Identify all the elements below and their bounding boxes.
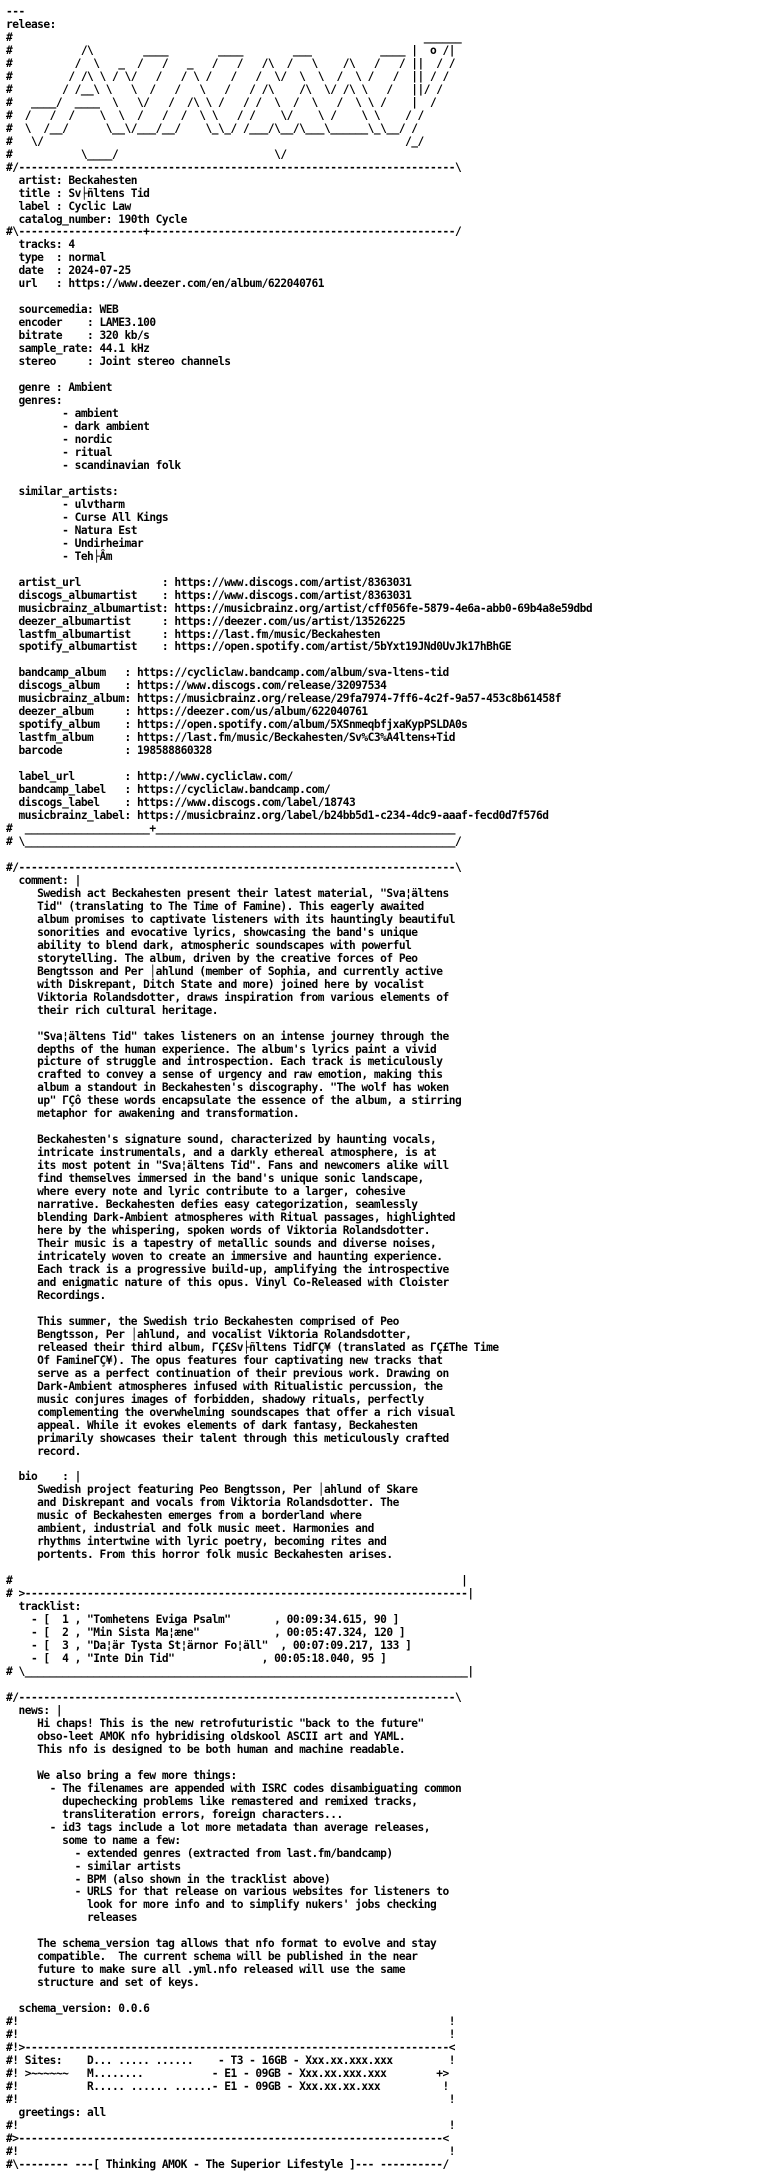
nfo-line: dupechecking problems like remastered and remixed tracks,	[6, 1794, 418, 1808]
nfo-line: - id3 tags include a lot more metadata than average releases,	[6, 1820, 431, 1834]
nfo-line: #! !	[6, 2015, 455, 2029]
nfo-line: - [ 2 , "Min Sista Ma¦æne" , 00:05:47.324, 120 ]	[6, 1626, 406, 1640]
nfo-line: released their third album, ΓÇ£Sv├ñltens TidΓÇ¥ (translated as ΓÇ£The Time	[6, 1340, 499, 1354]
nfo-line: - BPM (also shown in the tracklist above)	[6, 1872, 331, 1886]
nfo-line: # / /__\ \ \ / / \ / / /\ /\ \/ /\ \ / ||/ /	[6, 82, 443, 96]
nfo-line: #/----------------------------------------------------------------------\	[6, 860, 462, 874]
nfo-line: obso-leet AMOK nfo hybridising oldskool ASCII art and YAML.	[6, 1729, 406, 1743]
nfo-line: up" ΓÇô these words encapsulate the essence of the album, a stirring	[6, 1094, 462, 1108]
nfo-line: tracklist:	[6, 1600, 81, 1614]
nfo-line: complementing the overwhelming soundscapes that offer a rich visual	[6, 1405, 455, 1419]
nfo-line: - ritual	[6, 445, 113, 459]
nfo-line: artist: Beckahesten	[6, 173, 137, 187]
nfo-line: portents. From this horror folk music Beckahesten arises.	[6, 1548, 393, 1562]
nfo-line: its most potent in "Sva¦ältens Tid". Fans and newcomers alike will	[6, 1159, 449, 1173]
nfo-line: #! !	[6, 2144, 455, 2158]
nfo-line: ---	[6, 5, 25, 18]
nfo-line: bitrate : 320 kb/s	[6, 329, 150, 343]
nfo-line	[6, 564, 768, 577]
nfo-line: genres:	[6, 394, 63, 408]
nfo-line: music conjures images of forbidden, shadowy rituals, perfectly	[6, 1392, 424, 1406]
nfo-line: record.	[6, 1444, 81, 1458]
nfo-line: # \/ /_/	[6, 134, 424, 148]
nfo-line: rhythms intertwine with lyric poetry, becoming rites and	[6, 1535, 387, 1549]
nfo-line: This nfo is designed to be both human and machine readable.	[6, 1742, 406, 1756]
nfo-line: here by the whispering, spoken words of Viktoria Rolandsdotter.	[6, 1224, 431, 1238]
nfo-line: storytelling. The album, driven by the creative forces of Peo	[6, 951, 418, 965]
nfo-line: their rich cultural heritage.	[6, 1003, 219, 1017]
nfo-line: barcode : 198588860328	[6, 744, 212, 758]
nfo-line: - Natura Est	[6, 523, 137, 537]
nfo-line: This summer, the Swedish trio Beckahesten comprised of Peo	[6, 1314, 399, 1328]
nfo-line: tracks: 4	[6, 238, 75, 252]
nfo-line: title : Sv├ñltens Tid	[6, 186, 150, 200]
nfo-line: bio : |	[6, 1470, 81, 1484]
nfo-line: - Undirheimar	[6, 536, 144, 550]
nfo-line: sourcemedia: WEB	[6, 303, 119, 317]
nfo-line: - The filenames are appended with ISRC codes disambiguating common	[6, 1781, 462, 1795]
nfo-line: where every note and lyric contribute to a larger, cohesive	[6, 1185, 406, 1199]
nfo-line: picture of struggle and introspection. Each track is meticulously	[6, 1055, 443, 1069]
nfo-line: discogs_albumartist : https://www.discogs.com/artist/8363031	[6, 588, 412, 602]
nfo-line: #! !	[6, 2118, 455, 2132]
nfo-line: with Diskrepant, Ditch State and more) joined here by vocalist	[6, 977, 424, 991]
nfo-line: - Curse All Kings	[6, 510, 169, 524]
nfo-line	[6, 473, 768, 486]
nfo-line: look for more info and to simplify nukers' jobs checking	[6, 1898, 437, 1912]
nfo-line: news: |	[6, 1703, 63, 1717]
nfo-line: ability to blend dark, atmospheric soundscapes with powerful	[6, 938, 412, 952]
nfo-line: music of Beckahesten emerges from a borderland where	[6, 1509, 362, 1523]
nfo-line: deezer_albumartist : https://deezer.com/us/artist/13526225	[6, 614, 406, 628]
nfo-line: # \ /__/ \__\/___/__/ \_\_/ /___/\__/\___\______\_\__/ /	[6, 121, 418, 135]
nfo-line: primarily showcases their talent through this meticulously crafted	[6, 1431, 449, 1445]
nfo-line: - scandinavian folk	[6, 458, 181, 472]
nfo-line: - nordic	[6, 432, 113, 446]
nfo-line: - ulvtharm	[6, 497, 125, 511]
nfo-line: - similar artists	[6, 1859, 181, 1873]
nfo-line: encoder : LAME3.100	[6, 316, 156, 330]
nfo-line: lastfm_album : https://last.fm/music/Beckahesten/Sv%C3%A4ltens+Tid	[6, 731, 455, 745]
nfo-line: # \_____________________________________________________________________/	[6, 835, 462, 848]
nfo-line: sample_rate: 44.1 kHz	[6, 342, 150, 356]
nfo-line: # ____/ ____ \ \/ / /\ \ / / / \ / \ / \ \ / | /	[6, 95, 437, 109]
nfo-line: #! Sites: D... ..... ...... - T3 - 16GB - Xxx.xx.xxx.xxx !	[6, 2054, 455, 2068]
nfo-line: The schema_version tag allows that nfo format to evolve and stay	[6, 1937, 437, 1951]
nfo-line: lastfm_albumartist : https://last.fm/music/Beckahesten	[6, 627, 381, 641]
nfo-line: discogs_album : https://www.discogs.com/release/32097534	[6, 679, 387, 693]
nfo-line: Swedish act Beckahesten present their latest material, "Sva¦ältens	[6, 886, 449, 900]
nfo-line: musicbrainz_label: https://musicbrainz.org/label/b24bb5d1-c234-4dc9-aaaf-fecd0d7f576d	[6, 809, 549, 823]
nfo-line: #! >~~~~~~ M........ - E1 - 09GB - Xxx.xx.xxx.xxx +>	[6, 2067, 449, 2081]
nfo-line: # \____/ \/	[6, 147, 287, 161]
nfo-line: and enigmatic nature of this opus. Vinyl Co-Released with Cloister	[6, 1275, 449, 1289]
nfo-line: blending Dark-Ambient atmospheres with Ritual passages, highlighted	[6, 1211, 455, 1225]
nfo-line: some to name a few:	[6, 1833, 181, 1847]
nfo-line: ambient, industrial and folk music meet. Harmonies and	[6, 1522, 374, 1536]
nfo-line: - Teh├Âm	[6, 549, 113, 563]
nfo-line: genre : Ambient	[6, 381, 113, 395]
nfo-line: Each track is a progressive build-up, amplifying the introspective	[6, 1262, 449, 1276]
nfo-line: - dark ambient	[6, 420, 150, 433]
nfo-line	[6, 369, 768, 382]
nfo-line: Bengtsson and Per │ahlund (member of Sophia, and currently active	[6, 964, 443, 978]
nfo-line: label : Cyclic Law	[6, 199, 131, 213]
nfo-line: intricately woven to create an immersive and haunting experience.	[6, 1250, 443, 1263]
nfo-line: # |	[6, 1574, 468, 1588]
nfo-line: appeal. While it evokes elements of dark fantasy, Beckahesten	[6, 1418, 418, 1432]
nfo-line: catalog_number: 190th Cycle	[6, 212, 187, 226]
nfo-line	[6, 1459, 768, 1472]
nfo-line: deezer_album : https://deezer.com/us/album/622040761	[6, 705, 368, 719]
nfo-line: compatible. The current schema will be published in the near	[6, 1950, 418, 1964]
nfo-line: Beckahesten's signature sound, characterized by haunting vocals,	[6, 1133, 437, 1147]
nfo-line: intricate instrumentals, and a darkly ethereal atmosphere, is at	[6, 1146, 437, 1160]
nfo-line: - extended genres (extracted from last.fm/bandcamp)	[6, 1846, 393, 1860]
nfo-line: releases	[6, 1911, 137, 1925]
nfo-line: comment: |	[6, 873, 81, 887]
nfo-line: Their music is a tapestry of metallic sounds and diverse noises,	[6, 1237, 437, 1251]
nfo-line: and Diskrepant and vocals from Viktoria Rolandsdotter. The	[6, 1496, 399, 1510]
nfo-line: # \_______________________________________________________________________|	[6, 1665, 474, 1678]
nfo-line: album a standout in Beckahesten's discography. "The wolf has woken	[6, 1081, 449, 1095]
nfo-line: - URLS for that release on various websites for listeners to	[6, 1885, 449, 1899]
nfo-line: stereo : Joint stereo channels	[6, 355, 231, 369]
nfo-line: spotify_albumartist : https://open.spotify.com/artist/5bYxt19JNd0UvJk17hBhGE	[6, 640, 512, 654]
nfo-line: # /\ ____ ____ ___ ____ | o /|	[6, 43, 455, 57]
nfo-line	[6, 291, 768, 304]
nfo-line: label_url : http://www.cycliclaw.com/	[6, 770, 293, 784]
nfo-line: Recordings.	[6, 1288, 106, 1302]
nfo-line: #!>--------------------------------------------------------------------<	[6, 2041, 455, 2055]
nfo-line: date : 2024-07-25	[6, 264, 131, 278]
nfo-line: Of FamineΓÇ¥). The opus features four captivating new tracks that	[6, 1353, 443, 1367]
nfo-line: - [ 1 , "Tomhetens Eviga Psalm" , 00:09:34.615, 90 ]	[6, 1613, 399, 1627]
nfo-line: discogs_label : https://www.discogs.com/label/18743	[6, 796, 356, 810]
nfo-line: #\--------------------+-------------------------------------------------/	[6, 225, 462, 239]
nfo-line: structure and set of keys.	[6, 1976, 200, 1990]
nfo-line: "Sva¦ältens Tid" takes listeners on an intense journey through the	[6, 1029, 449, 1043]
nfo-line: - [ 4 , "Inte Din Tid" , 00:05:18.040, 95 ]	[6, 1652, 387, 1666]
nfo-line	[6, 1757, 768, 1770]
nfo-line: release:	[6, 17, 56, 31]
nfo-line	[6, 1679, 768, 1692]
nfo-line: - ambient	[6, 407, 119, 421]
nfo-line: - [ 3 , "Da¦är Tysta St¦ärnor Fo¦äll" , 00:07:09.217, 133 ]	[6, 1639, 412, 1653]
nfo-line: type : normal	[6, 251, 106, 265]
nfo-line: # / \ _ / / _ / / /\ / \ /\ / / || / /	[6, 56, 455, 70]
nfo-line: #/----------------------------------------------------------------------\	[6, 1690, 462, 1704]
nfo-line: metaphor for awakening and transformation.	[6, 1107, 300, 1121]
nfo-line: Bengtsson, Per │ahlund, and vocalist Viktoria Rolandsdotter,	[6, 1327, 412, 1341]
nfo-line: narrative. Beckahesten defies easy categorization, seamlessly	[6, 1198, 418, 1212]
nfo-line: Tid" (translating to The Time of Famine). This eagerly awaited	[6, 899, 424, 913]
nfo-line: musicbrainz_albumartist: https://musicbrainz.org/artist/cff056fe-5879-4e6a-abb0-69b4a8e59dbd	[6, 601, 593, 615]
nfo-line: schema_version: 0.0.6	[6, 2002, 150, 2016]
nfo-line: # / / / \ \ / / / \ \ / / \/ \ / \ \ / /	[6, 108, 424, 122]
nfo-line: #>--------------------------------------------------------------------<	[6, 2131, 449, 2145]
nfo-line: We also bring a few more things:	[6, 1768, 237, 1782]
nfo-line: Swedish project featuring Peo Bengtsson, Per │ahlund of Skare	[6, 1483, 418, 1497]
nfo-line: Viktoria Rolandsdotter, draws inspiration from various elements of	[6, 990, 449, 1004]
nfo-line: spotify_album : https://open.spotify.com/album/5XSnmeqbfjxaKypPSLDA0s	[6, 718, 468, 732]
nfo-line: # / /\ \ / \/ / / \ / / / \/ \ \ / \ / / || / /	[6, 69, 449, 83]
nfo-line: similar_artists:	[6, 484, 119, 498]
nfo-line: #/----------------------------------------------------------------------\	[6, 160, 462, 174]
nfo-line: Dark-Ambient atmospheres infused with Ritualistic percussion, the	[6, 1379, 443, 1393]
nfo-line: future to make sure all .yml.nfo released will use the same	[6, 1963, 406, 1977]
nfo-line: #! !	[6, 2092, 455, 2106]
nfo-line: #! !	[6, 2028, 455, 2042]
nfo-line	[6, 1018, 768, 1031]
nfo-line: musicbrainz_album: https://musicbrainz.org/release/29fa7974-7ff6-4c2f-9a57-453c8b61458f	[6, 692, 561, 706]
nfo-line: url : https://www.deezer.com/en/album/622040761	[6, 277, 325, 291]
nfo-line: # ____________________+________________________________________________	[6, 822, 468, 836]
nfo-line: depths of the human experience. The album's lyrics paint a vivid	[6, 1042, 437, 1056]
nfo-line	[6, 1303, 768, 1316]
nfo-line: Hi chaps! This is the new retrofuturistic "back to the future"	[6, 1716, 424, 1730]
nfo-line: # >-----------------------------------------------------------------------|	[6, 1587, 474, 1601]
nfo-line: #! R..... ...... ......- E1 - 09GB - Xxx.xx.xx.xxx !	[6, 2080, 449, 2093]
nfo-line: find themselves immersed in the band's unique sonic landscape,	[6, 1172, 424, 1186]
nfo-line: artist_url : https://www.discogs.com/artist/8363031	[6, 575, 412, 589]
nfo-line: bandcamp_album : https://cycliclaw.bandcamp.com/album/sva-ltens-tid	[6, 666, 449, 680]
nfo-line: bandcamp_label : https://cycliclaw.bandcamp.com/	[6, 783, 331, 797]
nfo-line	[6, 849, 768, 862]
nfo-line: #\-------- ---[ Thinking AMOK - The Superior Lifestyle ]--- ----------/	[6, 2157, 449, 2171]
nfo-line: crafted to convey a sense of urgency and raw emotion, making this	[6, 1068, 443, 1082]
nfo-line: sonorities and evocative lyrics, showcasing the band's unique	[6, 925, 418, 939]
nfo-line: album promises to captivate listeners with its hauntingly beautiful	[6, 912, 455, 926]
nfo-line: serve as a perfect continuation of their previous work. Drawing on	[6, 1366, 449, 1380]
nfo-line: transliteration errors, foreign characters...	[6, 1807, 343, 1821]
nfo-line: # ______	[6, 30, 462, 44]
nfo-line: greetings: all	[6, 2105, 106, 2119]
